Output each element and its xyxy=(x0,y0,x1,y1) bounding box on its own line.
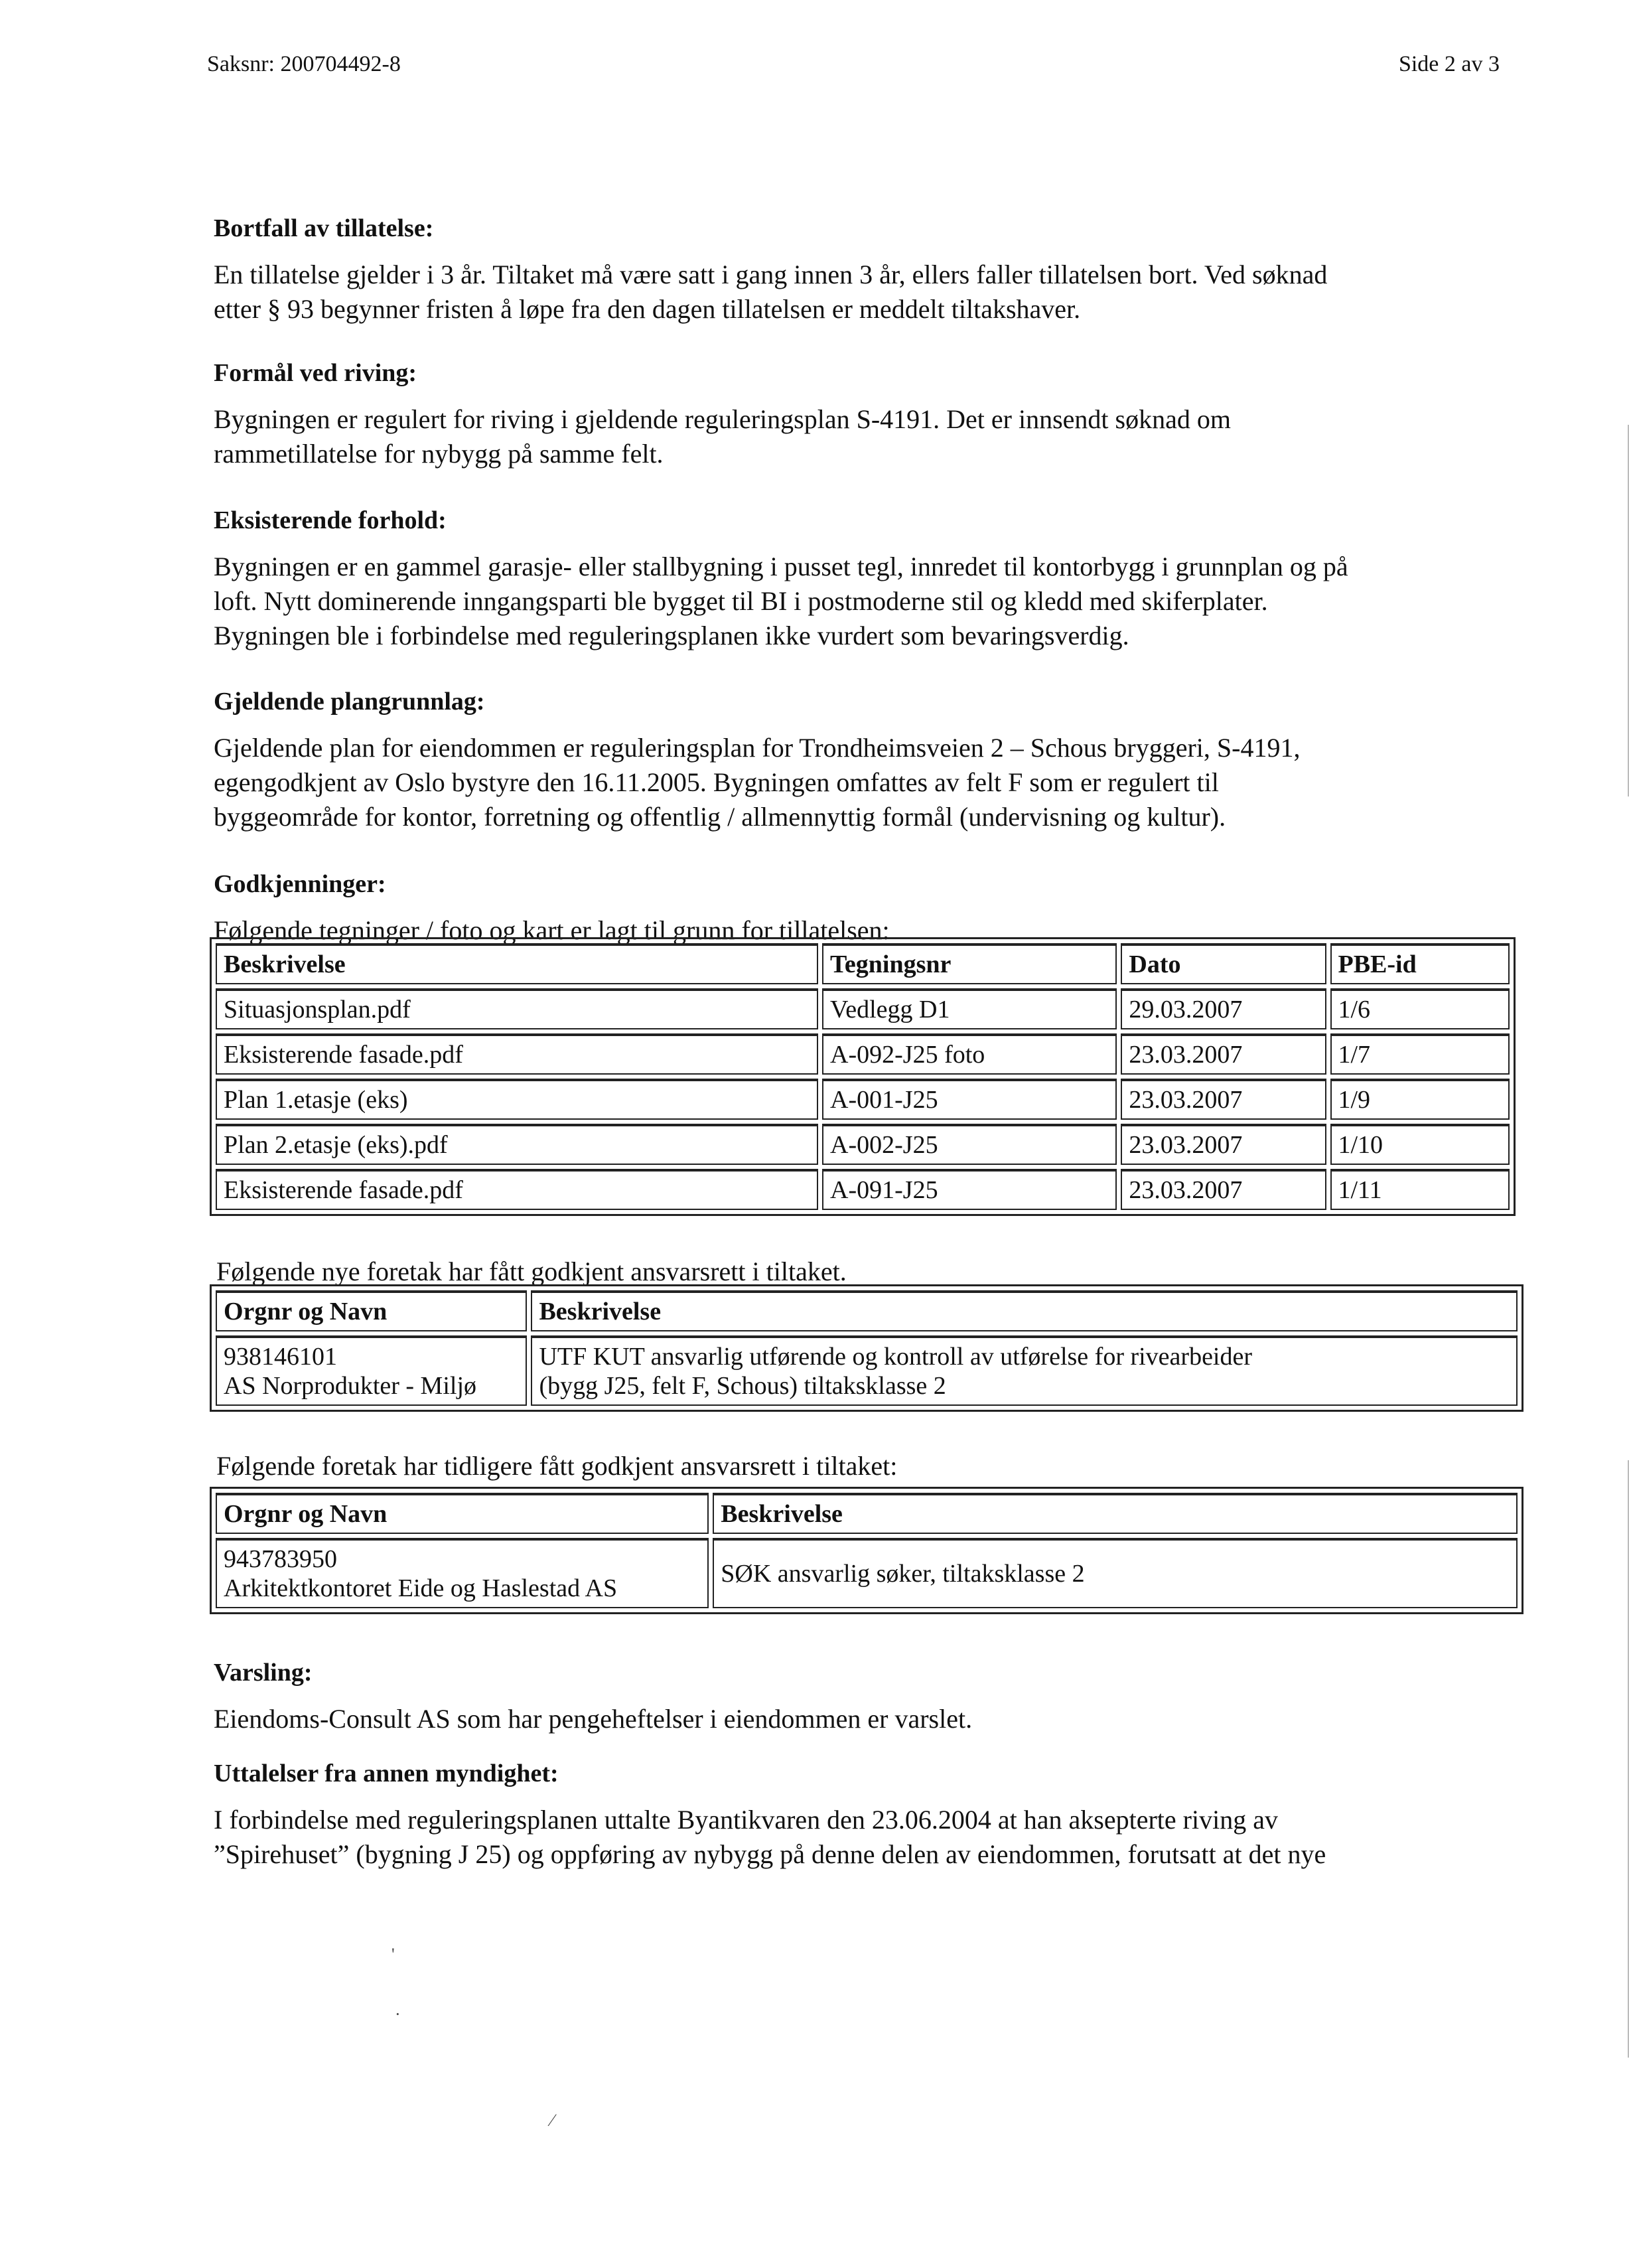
previous-companies-table xyxy=(210,1487,1523,1614)
cell-beskrivelse: Plan 1.etasje (eks) xyxy=(216,1079,818,1120)
section-plangrunnlag xyxy=(214,687,1514,834)
description-line: UTF KUT ansvarlig utførende og kontroll av utførelse for rivearbeider xyxy=(539,1343,1253,1371)
section-title: Uttalelser fra annen myndighet: xyxy=(214,1760,559,1787)
cell-orgnr-navn xyxy=(216,1538,709,1608)
column-header: Dato xyxy=(1121,943,1326,984)
table-row xyxy=(216,1169,1510,1210)
table-header-row xyxy=(216,943,1510,984)
table-header-row xyxy=(216,1290,1518,1331)
section-godkjenninger xyxy=(214,869,1514,948)
cell-pbe-id: 1/10 xyxy=(1330,1124,1510,1165)
column-header: Tegningsnr xyxy=(822,943,1117,984)
body-line: En tillatelse gjelder i 3 år. Tiltaket må være satt i gang innen 3 år, ellers faller tillatelsen bort. Ved søknad xyxy=(214,260,1328,289)
company-name: Arkitektkontoret Eide og Haslestad AS xyxy=(224,1574,618,1602)
section-title: Bortfall av tillatelse: xyxy=(214,214,434,242)
column-header: PBE-id xyxy=(1330,943,1510,984)
column-header: Orgnr og Navn xyxy=(216,1290,527,1331)
drawings-table xyxy=(210,937,1516,1216)
column-header: Beskrivelse xyxy=(713,1493,1518,1534)
scan-speck: ' xyxy=(391,1945,395,1964)
cell-beskrivelse: Eksisterende fasade.pdf xyxy=(216,1169,818,1210)
cell-tegningsnr: A-092-J25 foto xyxy=(822,1033,1117,1075)
section-bortfall xyxy=(214,214,1514,327)
cell-beskrivelse: Eksisterende fasade.pdf xyxy=(216,1033,818,1075)
cell-tegningsnr: A-002-J25 xyxy=(822,1124,1117,1165)
body-line: loft. Nytt dominerende inngangsparti ble bygget til BI i postmoderne stil og kledd med skiferplater. xyxy=(214,586,1268,616)
section-title: Formål ved riving: xyxy=(214,359,417,387)
cell-dato: 23.03.2007 xyxy=(1121,1169,1326,1210)
page-indicator: Side 2 av 3 xyxy=(1398,52,1500,76)
body-line: egengodkjent av Oslo bystyre den 16.11.2005. Bygningen omfattes av felt F som er regulert til xyxy=(214,767,1219,797)
new-companies-intro: Følgende nye foretak har fått godkjent ansvarsrett i tiltaket. xyxy=(216,1256,847,1286)
cell-beskrivelse: Plan 2.etasje (eks).pdf xyxy=(216,1124,818,1165)
orgnr: 938146101 xyxy=(224,1343,337,1371)
section-title: Gjeldende plangrunnlag: xyxy=(214,688,485,716)
table-row xyxy=(216,1124,1510,1165)
table-row xyxy=(216,1538,1518,1608)
scan-speck: · xyxy=(395,2004,401,2024)
body-line: rammetillatelse for nybygg på samme felt. xyxy=(214,439,664,469)
column-header: Beskrivelse xyxy=(531,1290,1518,1331)
body-line: byggeområde for kontor, forretning og offentlig / allmennyttig formål (undervisning og kultur). xyxy=(214,802,1226,832)
cell-dato: 23.03.2007 xyxy=(1121,1124,1326,1165)
cell-orgnr-navn xyxy=(216,1335,527,1406)
cell-pbe-id: 1/9 xyxy=(1330,1079,1510,1120)
table-row xyxy=(216,1335,1518,1406)
section-formal xyxy=(214,358,1514,471)
description-line: (bygg J25, felt F, Schous) tiltaksklasse 2 xyxy=(539,1372,946,1400)
body-line: etter § 93 begynner fristen å løpe fra den dagen tillatelsen er meddelt tiltakshaver. xyxy=(214,294,1081,324)
body-line: ”Spirehuset” (bygning J 25) og oppføring av nybygg på denne delen av eiendommen, forutsatt at det nye xyxy=(214,1839,1326,1869)
body-line: Eiendoms-Consult AS som har pengeheftelser i eiendommen er varslet. xyxy=(214,1704,973,1734)
section-eksisterende xyxy=(214,506,1514,653)
body-line: Bygningen er regulert for riving i gjeldende reguleringsplan S-4191. Det er innsendt søknad om xyxy=(214,404,1231,434)
body-line: Bygningen er en gammel garasje- eller stallbygning i pusset tegl, innredet til kontorbygg i grunnplan og på xyxy=(214,552,1348,581)
table-intro: Følgende tegninger / foto og kart er lagt til grunn for tillatelsen: xyxy=(214,915,890,945)
new-companies-table xyxy=(210,1284,1523,1412)
table-row xyxy=(216,1033,1510,1075)
section-uttalelser xyxy=(214,1759,1514,1872)
column-header: Beskrivelse xyxy=(216,943,818,984)
section-title: Eksisterende forhold: xyxy=(214,506,447,534)
cell-dato: 23.03.2007 xyxy=(1121,1033,1326,1075)
column-header: Orgnr og Navn xyxy=(216,1493,709,1534)
table-header-row xyxy=(216,1493,1518,1534)
company-name: AS Norprodukter - Miljø xyxy=(224,1372,477,1400)
cell-tegningsnr: A-091-J25 xyxy=(822,1169,1117,1210)
table-row xyxy=(216,988,1510,1029)
scan-speck: ⁄ xyxy=(551,2111,554,2130)
body-line: Gjeldende plan for eiendommen er reguleringsplan for Trondheimsveien 2 – Schous bryggeri, S-4191, xyxy=(214,733,1301,763)
cell-tegningsnr: Vedlegg D1 xyxy=(822,988,1117,1029)
table-row xyxy=(216,1079,1510,1120)
cell-dato: 23.03.2007 xyxy=(1121,1079,1326,1120)
cell-beskrivelse: SØK ansvarlig søker, tiltaksklasse 2 xyxy=(713,1538,1518,1608)
section-title: Varsling: xyxy=(214,1659,313,1687)
body-line: I forbindelse med reguleringsplanen uttalte Byantikvaren den 23.06.2004 at han aksepterte riving av xyxy=(214,1805,1278,1835)
cell-dato: 29.03.2007 xyxy=(1121,988,1326,1029)
orgnr: 943783950 xyxy=(224,1545,337,1573)
cell-pbe-id: 1/6 xyxy=(1330,988,1510,1029)
case-number: Saksnr: 200704492-8 xyxy=(207,52,401,76)
body-line: Bygningen ble i forbindelse med reguleringsplanen ikke vurdert som bevaringsverdig. xyxy=(214,621,1129,650)
section-title: Godkjenninger: xyxy=(214,870,386,898)
cell-pbe-id: 1/11 xyxy=(1330,1169,1510,1210)
section-varsling xyxy=(214,1658,1514,1736)
cell-beskrivelse xyxy=(531,1335,1518,1406)
cell-beskrivelse: Situasjonsplan.pdf xyxy=(216,988,818,1029)
cell-tegningsnr: A-001-J25 xyxy=(822,1079,1117,1120)
cell-pbe-id: 1/7 xyxy=(1330,1033,1510,1075)
previous-companies-intro: Følgende foretak har tidligere fått godkjent ansvarsrett i tiltaket: xyxy=(216,1451,898,1481)
